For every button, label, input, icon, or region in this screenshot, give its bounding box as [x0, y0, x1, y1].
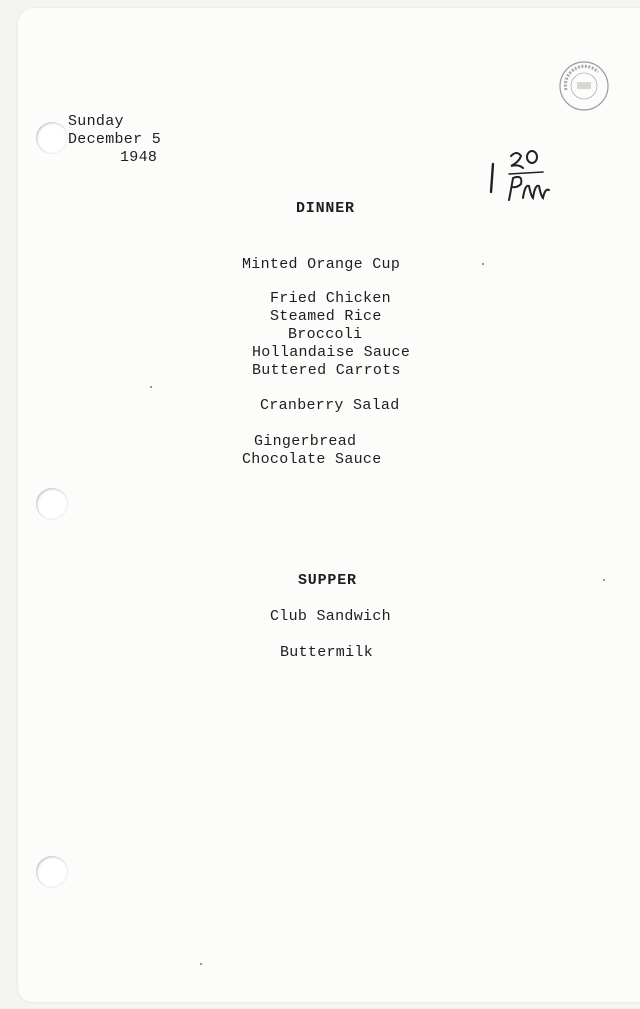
archive-stamp-icon: [558, 60, 610, 112]
supper-heading: SUPPER: [298, 572, 357, 589]
menu-item: Cranberry Salad: [260, 397, 400, 414]
menu-item: Hollandaise Sauce: [252, 344, 411, 361]
binder-hole-middle: [36, 488, 68, 520]
menu-item: Gingerbread: [254, 433, 357, 450]
date-month-day: December 5: [68, 131, 162, 148]
date-year: 1948: [120, 149, 158, 166]
menu-item: Minted Orange Cup: [242, 256, 401, 273]
menu-item: Steamed Rice: [270, 308, 382, 325]
paper-speck: [150, 386, 152, 388]
menu-item: Buttered Carrots: [252, 362, 401, 379]
menu-item: Chocolate Sauce: [242, 451, 382, 468]
menu-item: Club Sandwich: [270, 608, 391, 625]
handwritten-time-note: [485, 146, 555, 206]
binder-hole-bottom: [36, 856, 68, 888]
date-day: Sunday: [68, 113, 124, 130]
menu-item: Fried Chicken: [270, 290, 391, 307]
paper-speck: [482, 263, 484, 265]
dinner-heading: DINNER: [296, 200, 355, 217]
menu-item: Broccoli: [288, 326, 363, 343]
paper-speck: [603, 579, 605, 581]
binder-hole-top: [36, 122, 68, 154]
paper-speck: [200, 963, 202, 965]
menu-item: Buttermilk: [280, 644, 374, 661]
